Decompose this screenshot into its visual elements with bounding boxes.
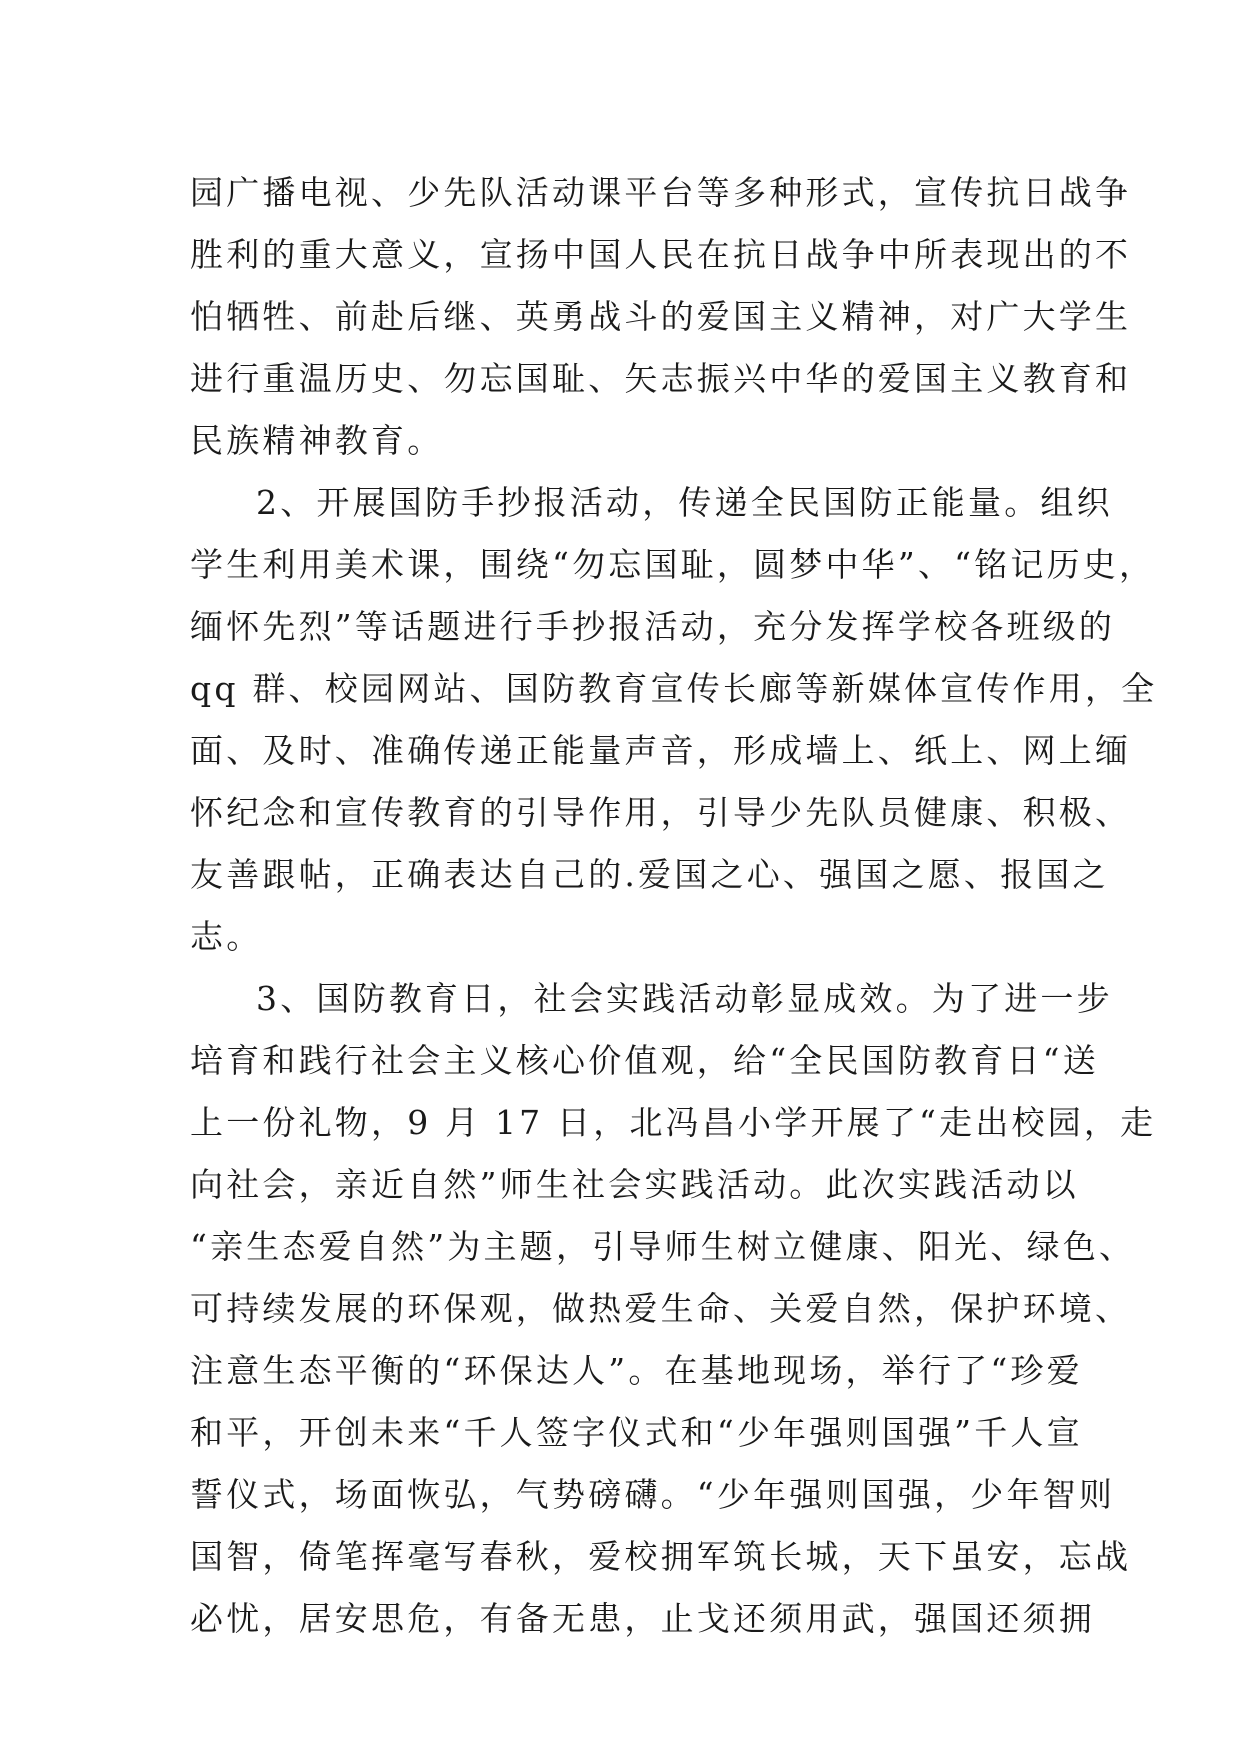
- text-line: 缅怀先烈”等话题进行手抄报活动，充分发挥学校各班级的: [190, 607, 1116, 646]
- text-line: 上一份礼物，9 月 17 日，北冯昌小学开展了“走出校园，走: [190, 1103, 1157, 1142]
- text-line: 向社会，亲近自然”师生社会实践活动。此次实践活动以: [190, 1165, 1079, 1204]
- text-line: qq 群、校园网站、国防教育宣传长廊等新媒体宣传作用，全: [190, 669, 1158, 708]
- text-line: 培育和践行社会主义核心价值观，给“全民国防教育日“送: [190, 1041, 1099, 1080]
- text-line: 可持续发展的环保观，做热爱生命、关爱自然，保护环境、: [190, 1289, 1132, 1328]
- body-text: [190, 162, 1158, 1650]
- text-line: 国智，倚笔挥毫写春秋，爱校拥军筑长城，天下虽安，忘战: [190, 1537, 1132, 1576]
- text-line: 志。: [190, 917, 263, 956]
- text-line: 友善跟帖，正确表达自己的.爱国之心、强国之愿、报国之: [190, 855, 1109, 894]
- text-line: 必忧，居安思危，有备无患，止戈还须用武，强国还须拥: [190, 1599, 1095, 1638]
- paragraph-2-heading-line: 2、开展国防手抄报活动，传递全民国防正能量。组织: [256, 483, 1113, 522]
- text-line: 进行重温历史、勿忘国耻、矢志振兴中华的爱国主义教育和: [190, 359, 1132, 398]
- text-line: 注意生态平衡的“环保达人”。在基地现场，举行了“珍爱: [190, 1351, 1083, 1390]
- text-line: 面、及时、准确传递正能量声音，形成墙上、纸上、网上缅: [190, 731, 1132, 770]
- text-line: 园广播电视、少先队活动课平台等多种形式，宣传抗日战争: [190, 173, 1132, 212]
- text-line: 和平，开创未来“千人签字仪式和“少年强则国强”千人宣: [190, 1413, 1083, 1452]
- text-line: 怕牺牲、前赴后继、英勇战斗的爱国主义精神，对广大学生: [190, 297, 1132, 336]
- text-line: 学生利用美术课，围绕“勿忘国耻，圆梦中华”、“铭记历史，: [190, 545, 1156, 584]
- text-line: 民族精神教育。: [190, 421, 444, 460]
- text-line: “亲生态爱自然”为主题，引导师生树立健康、阳光、绿色、: [190, 1227, 1136, 1266]
- text-line: 怀纪念和宣传教育的引导作用，引导少先队员健康、积极、: [190, 793, 1132, 832]
- text-line: 誓仪式，场面恢弘，气势磅礴。“少年强则国强，少年智则: [190, 1475, 1116, 1514]
- paragraph-3-heading-line: 3、国防教育日，社会实践活动彰显成效。为了进一步: [256, 979, 1113, 1018]
- text-line: 胜利的重大意义，宣扬中国人民在抗日战争中所表现出的不: [190, 235, 1132, 274]
